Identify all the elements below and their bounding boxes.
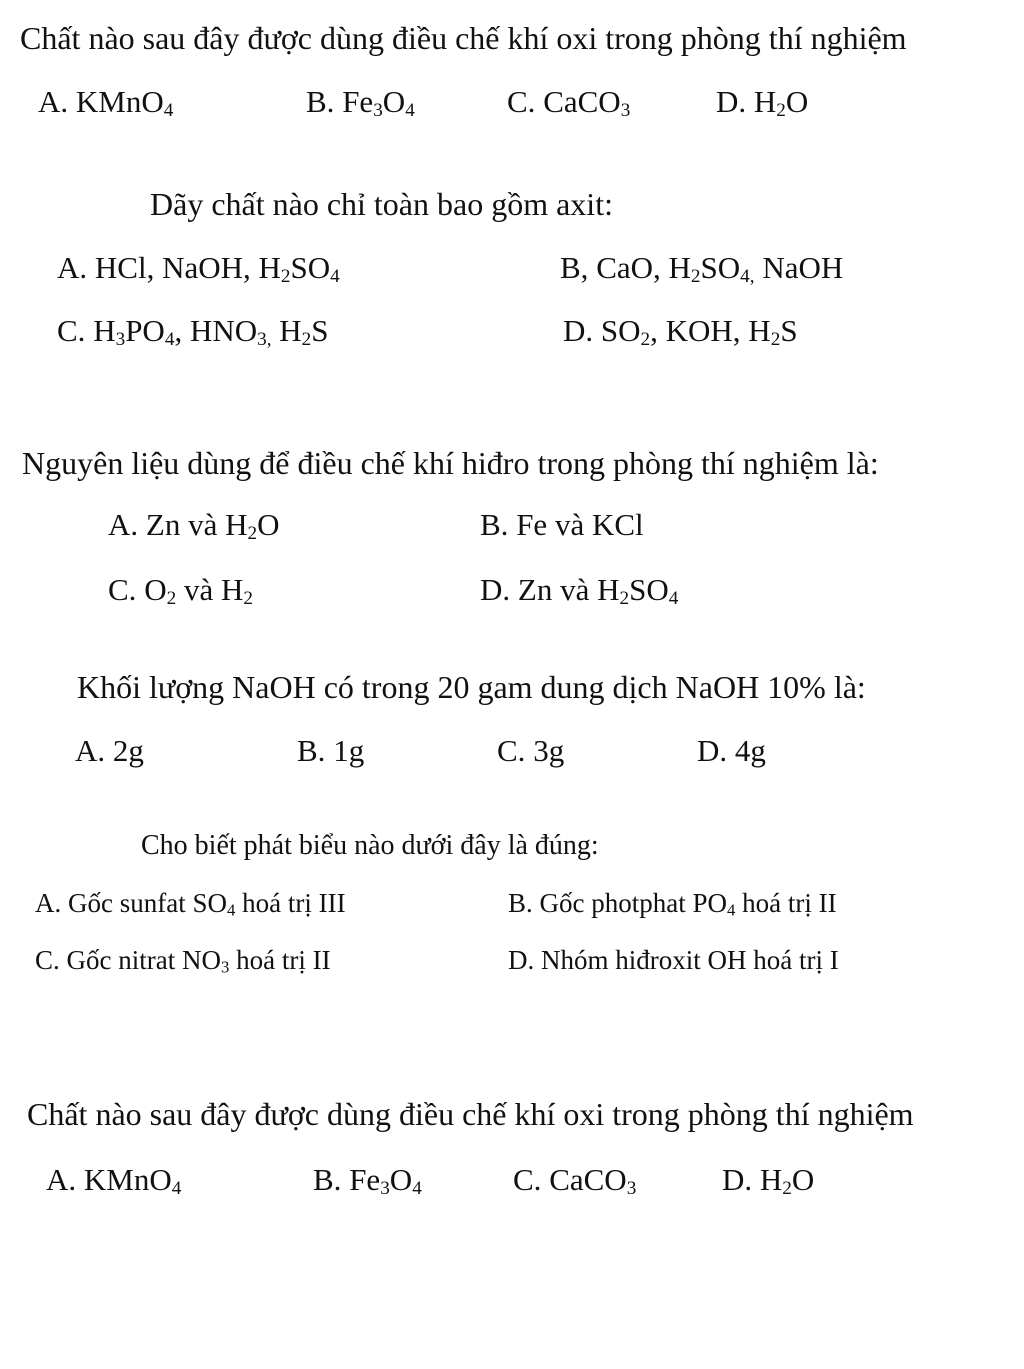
q2-option-a: A. HCl, NaOH, $H_2SO_4$ [57, 250, 340, 288]
q1-option-c: C. CaCO$_3$ [507, 84, 631, 122]
q5-option-d: D. Nhóm hiđroxit OH hoá trị I [508, 945, 839, 975]
question-6-prompt: Chất nào sau đây được dùng điều chế khí oxi trong phòng thí nghiệm [27, 1096, 914, 1132]
q4-option-b: B. 1g [297, 733, 365, 768]
q4-option-d: D. 4g [697, 733, 766, 768]
q3-option-b: B. Fe và KCl [480, 507, 644, 542]
question-3-prompt: Nguyên liệu dùng để điều chế khí hiđro trong phòng thí nghiệm là: [22, 445, 879, 481]
q4-option-c: C. 3g [497, 733, 565, 768]
q5-option-b: B. Gốc photphat $PO_4$ hoá trị II [508, 888, 837, 920]
q1-option-d: D. $H_2O$ [716, 84, 809, 122]
q4-option-a: A. 2g [75, 733, 144, 768]
q1-option-a: A. KMnO$_4$ [38, 84, 174, 122]
question-2-prompt: Dãy chất nào chỉ toàn bao gồm axit: [150, 186, 613, 222]
q6-option-b: B. $Fe_3O_4$ [313, 1162, 422, 1200]
q2-option-b: B, CaO, $H_2SO_{4,}$ NaOH [560, 250, 844, 288]
q2-option-d: D. $SO_2$, KOH, $H_2S$ [563, 313, 798, 351]
q3-option-a: A. Zn và $H_2O$ [108, 507, 280, 545]
q6-option-d: D. $H_2O$ [722, 1162, 815, 1200]
q1-option-b: B. $Fe_3O_4$ [306, 84, 415, 122]
q5-option-c: C. Gốc nitrat $NO_3$ hoá trị II [35, 945, 331, 977]
q5-option-a: A. Gốc sunfat $SO_4$ hoá trị III [35, 888, 346, 920]
q3-option-c: C. $O_2$ và $H_2$ [108, 572, 253, 610]
q2-option-c: C. $H_3PO_4$, $HNO_{3,}$ $H_2S$ [57, 313, 329, 351]
q3-option-d: D. Zn và $H_2SO_4$ [480, 572, 679, 610]
question-1-prompt: Chất nào sau đây được dùng điều chế khí oxi trong phòng thí nghiệm [20, 20, 907, 56]
question-4-prompt: Khối lượng NaOH có trong 20 gam dung dịch NaOH 10% là: [77, 669, 866, 705]
q6-option-a: A. KMnO$_4$ [46, 1162, 182, 1200]
question-5-prompt: Cho biết phát biểu nào dưới đây là đúng: [141, 830, 599, 861]
q6-option-c: C. CaCO$_3$ [513, 1162, 637, 1200]
